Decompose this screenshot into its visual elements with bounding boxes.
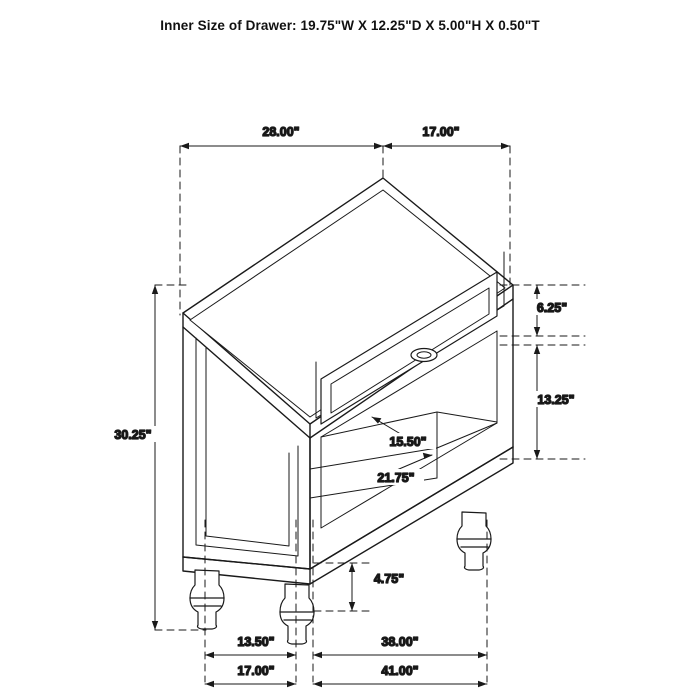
dim-cabinet-open-height: 13.25" [537,393,575,407]
dim-base-right-depth: 38.00" [381,635,419,649]
leg-front-center [280,584,314,644]
page-title: Inner Size of Drawer: 19.75"W X 12.25"D X 5.00"H X 0.50"T [160,18,540,33]
leg-front-right [457,512,491,570]
dim-base-left-width: 13.50" [237,635,275,649]
dim-overall-width: 41.00" [381,664,419,678]
leg-front-left [190,570,224,629]
legs [190,512,491,644]
dim-inner-width: 21.75" [377,471,415,485]
dim-top-left-width: 28.00" [262,125,300,139]
dim-top-right-depth: 17.00" [422,125,460,139]
dim-inner-depth: 15.50" [389,435,427,449]
dim-foot-left-width: 17.00" [237,664,275,678]
dim-leg-height: 4.75" [373,572,405,586]
dim-overall-height: 30.25" [114,428,152,442]
furniture-illustration [183,178,513,644]
drawer-pull [411,349,437,362]
dim-drawer-face-height: 6.25" [536,301,568,315]
